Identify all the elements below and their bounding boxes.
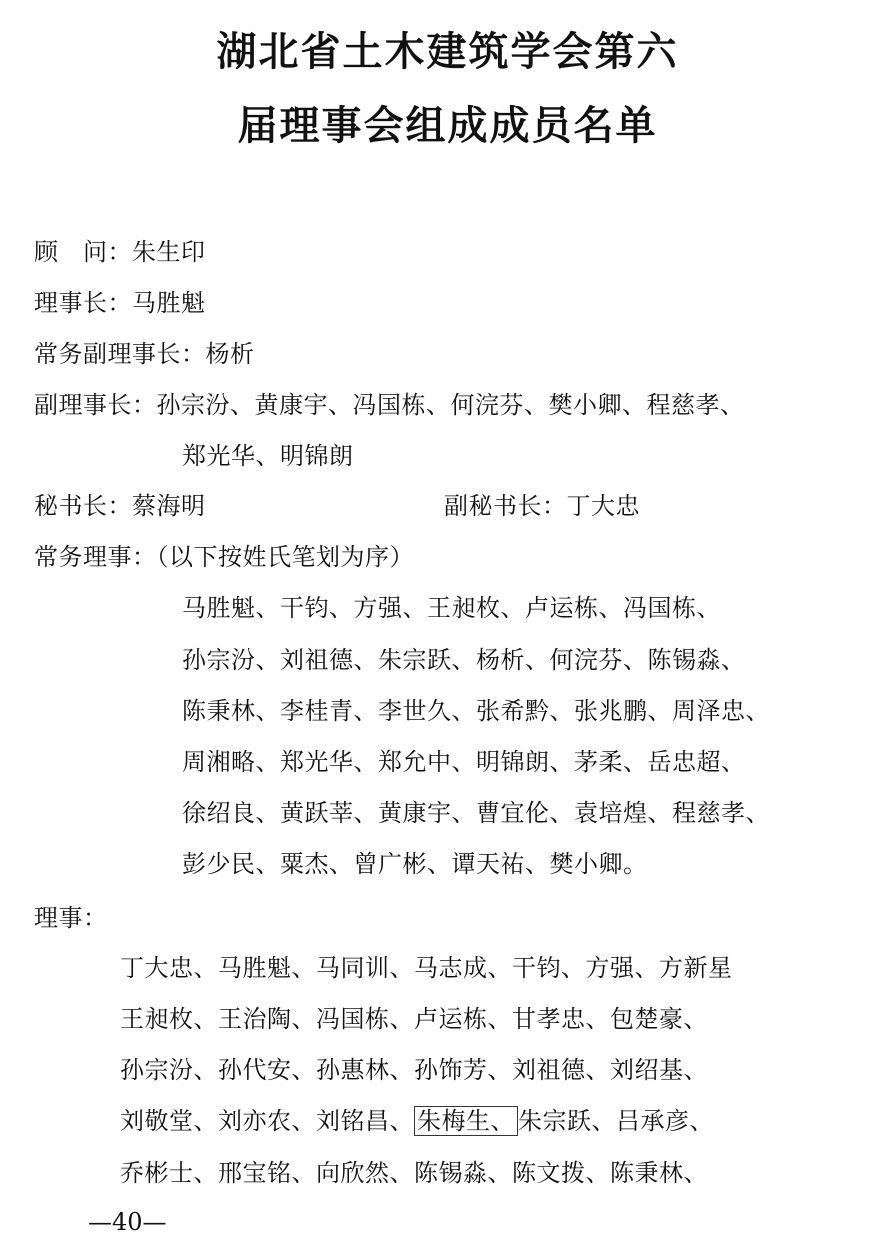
standing-directors-line: 孙宗汾、刘祖德、朱宗跃、杨析、何浣芬、陈锡淼、: [182, 646, 746, 674]
boxed-name: 朱梅生、: [414, 1106, 518, 1136]
deputy-secretary-general-names: 丁大忠: [566, 492, 640, 520]
page-number: —40—: [88, 1208, 167, 1236]
standing-directors-line: 马胜魁、干钧、方强、王昶枚、卢运栋、冯国栋、: [182, 594, 721, 622]
president-names: 马胜魁: [132, 289, 206, 317]
directors-line: 丁大忠、马胜魁、马同训、马志成、干钧、方强、方新星: [120, 954, 733, 982]
vice-presidents-names-line2: 郑光华、明锦朗: [182, 442, 354, 470]
vice-presidents-names-line1: 孙宗汾、黄康宇、冯国栋、何浣芬、樊小卿、程慈孝、: [156, 391, 745, 419]
exec-vice-president-row: [34, 334, 255, 369]
advisor-row: [34, 232, 206, 267]
document-title-line1: 湖北省土木建筑学会第六: [216, 29, 679, 75]
standing-directors-label: 常务理事：: [34, 543, 157, 571]
document-title-line2: 届理事会组成成员名单: [237, 103, 658, 149]
exec-vice-president-label: 常务副理事长：: [34, 340, 206, 368]
directors-label: 理事：: [34, 904, 108, 932]
secretary-general-row: [34, 486, 206, 521]
standing-directors-line: 陈秉林、李桂青、李世久、张希黔、张兆鹏、周泽忠、: [182, 697, 770, 725]
vice-presidents-label: 副理事长：: [34, 391, 157, 419]
directors-line: 乔彬士、邢宝铭、向欣然、陈锡淼、陈文拨、陈秉林、: [120, 1159, 708, 1187]
advisor-names: 朱生印: [132, 238, 206, 266]
standing-directors-line: 彭少民、粟杰、曾广彬、谭天祐、樊小卿。: [182, 850, 648, 878]
directors-line: 孙宗汾、孙代安、孙惠林、孙饰芳、刘祖德、刘绍基、: [120, 1056, 708, 1084]
standing-directors-row: [34, 537, 414, 572]
advisor-label: 顾 问：: [34, 238, 132, 266]
vice-presidents-row: [34, 385, 745, 420]
directors-line: 王昶枚、王治陶、冯国栋、卢运栋、甘孝忠、包楚豪、: [120, 1005, 708, 1033]
deputy-secretary-general-label: 副秘书长：: [444, 492, 567, 520]
deputy-secretary-general-row: [444, 486, 640, 521]
secretary-general-names: 蔡海明: [132, 492, 206, 520]
secretary-general-label: 秘书长：: [34, 492, 132, 520]
directors-line-with-box: [120, 1101, 714, 1136]
standing-directors-line: 周湘略、郑光华、郑允中、明锦朗、茅柔、岳忠超、: [182, 748, 746, 776]
standing-directors-note: （以下按姓氏笔划为序）: [156, 543, 414, 571]
president-row: [34, 283, 206, 318]
directors-line4-before: 刘敬堂、刘亦农、刘铭昌、: [120, 1107, 414, 1135]
exec-vice-president-names: 杨析: [205, 340, 255, 368]
president-label: 理事长：: [34, 289, 132, 317]
directors-line4-after: 朱宗跃、吕承彦、: [518, 1107, 714, 1135]
standing-directors-line: 徐绍良、黄跃莘、黄康宇、曹宜伦、袁培煌、程慈孝、: [182, 799, 770, 827]
